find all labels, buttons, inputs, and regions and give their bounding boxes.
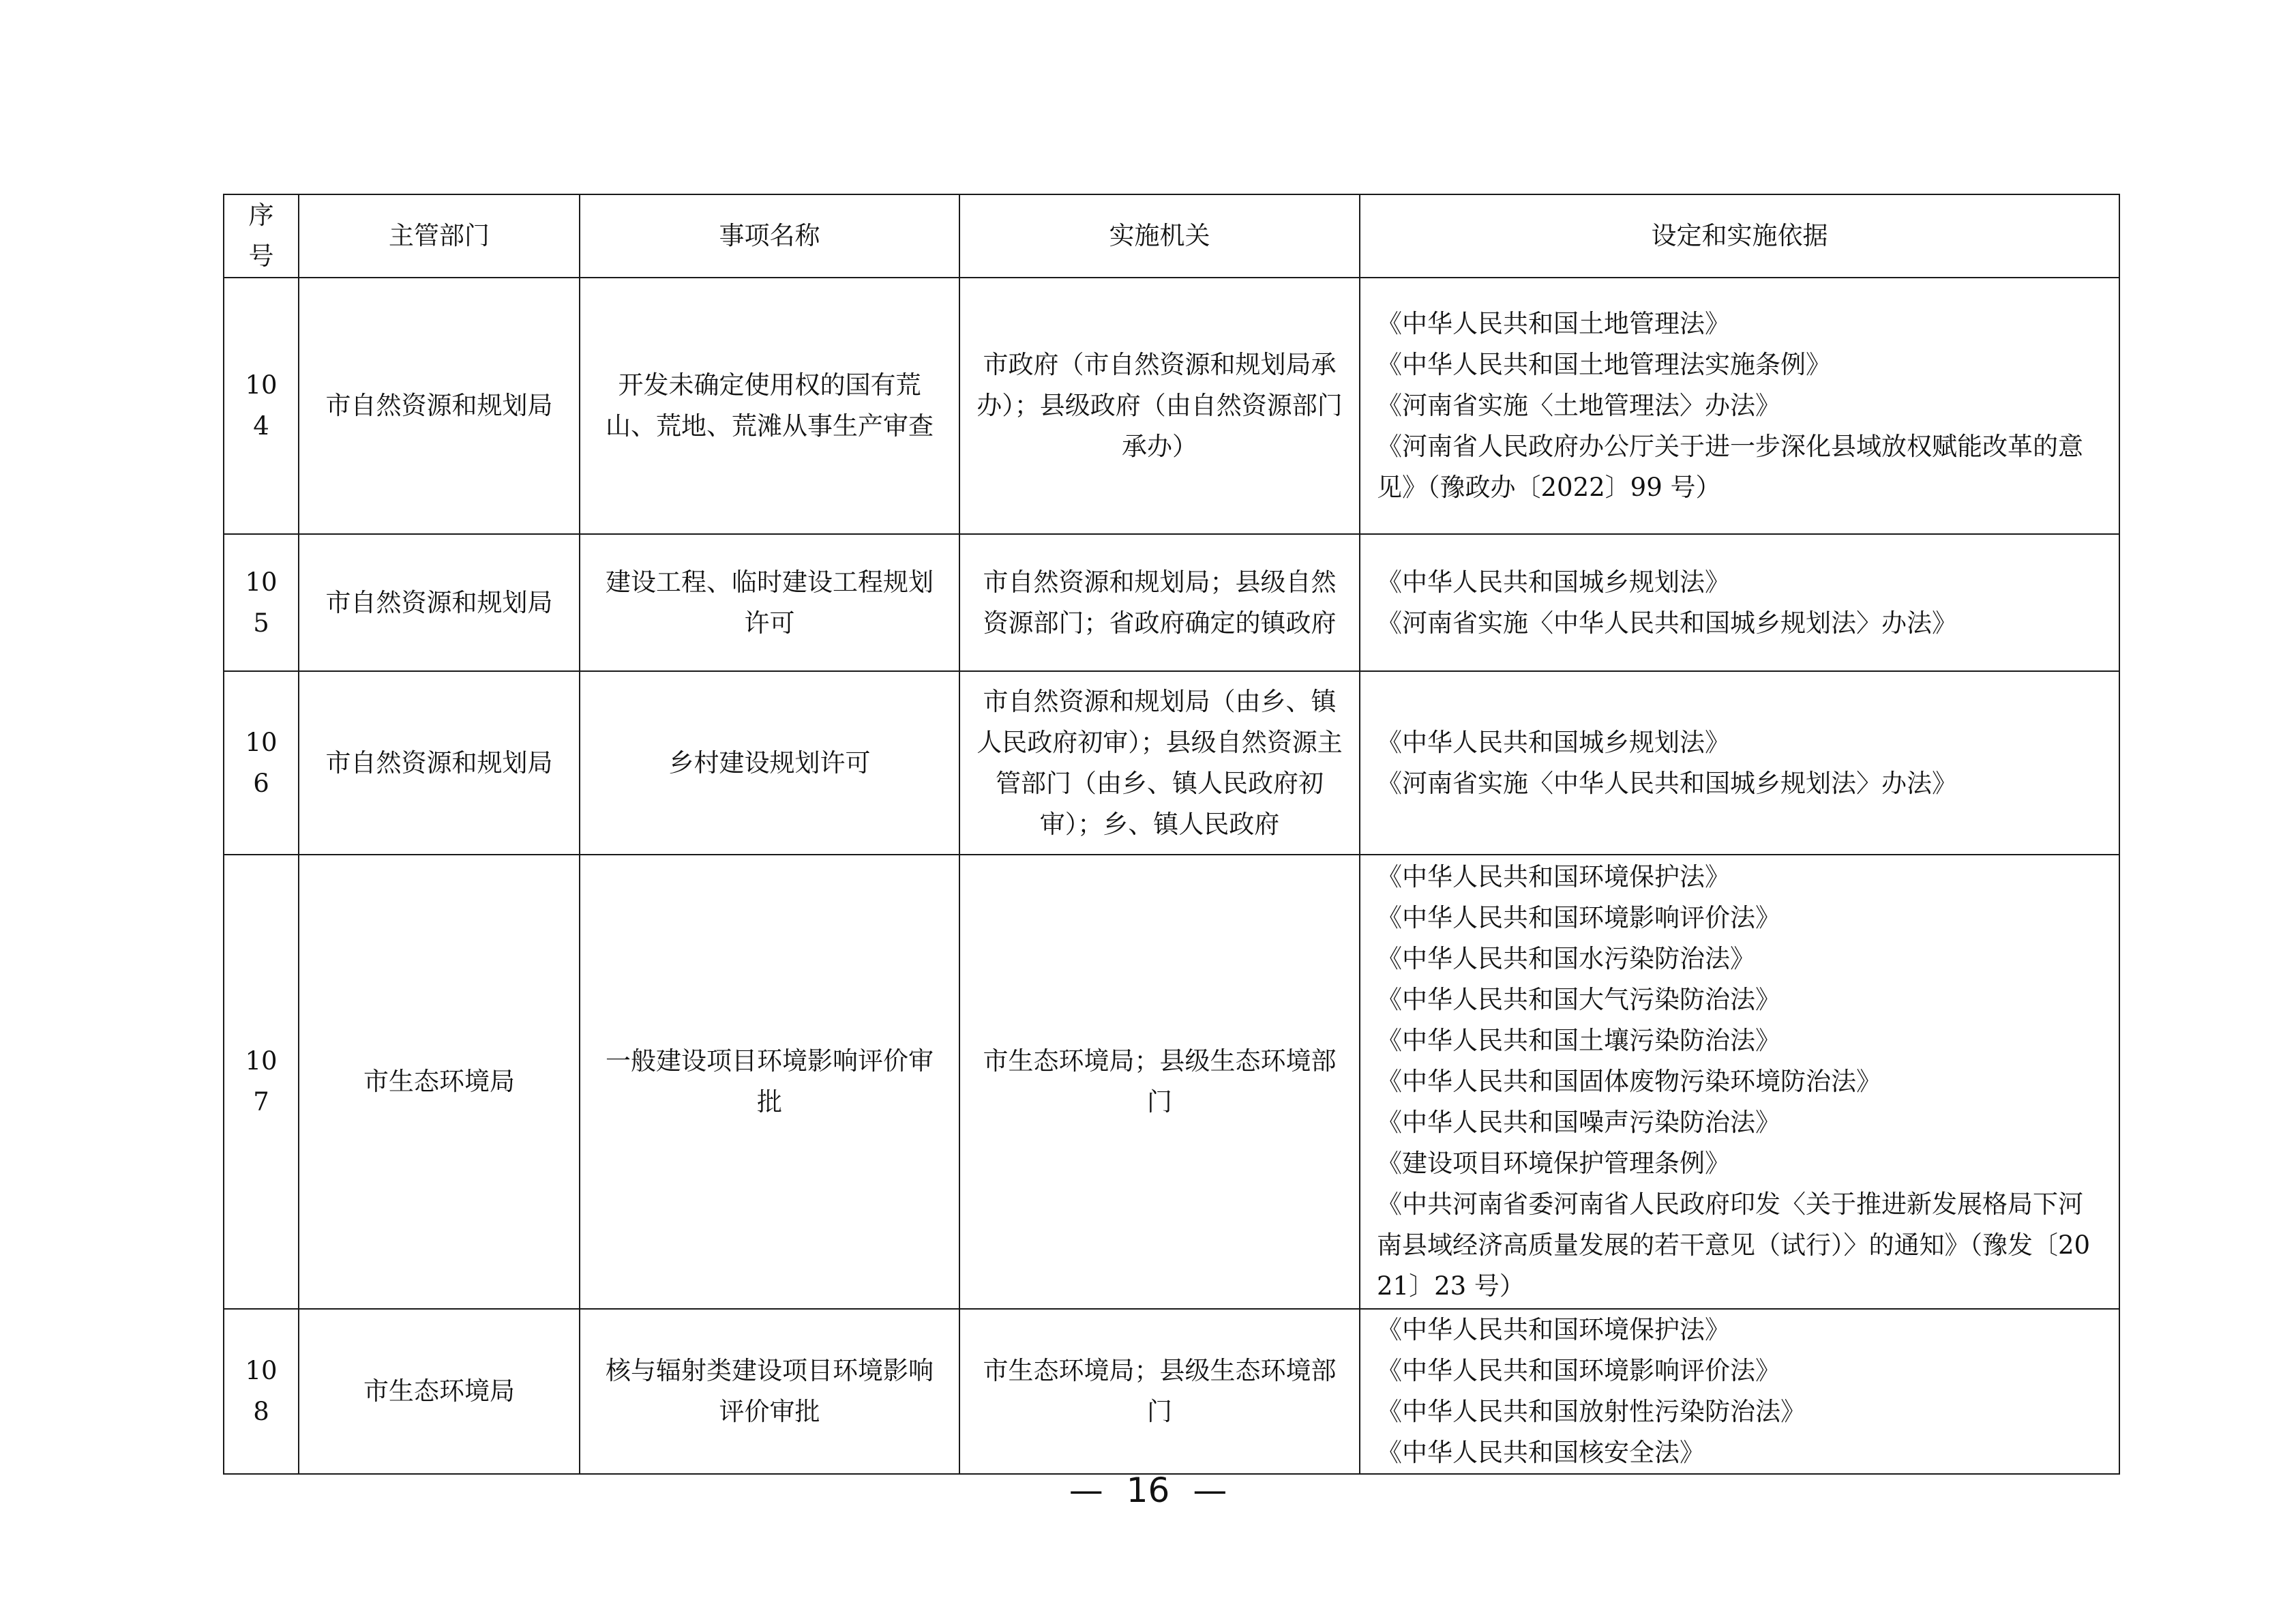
row-item-name: 乡村建设规划许可 (580, 671, 959, 855)
row-department: 市生态环境局 (299, 1309, 580, 1474)
basis-line: 《中华人民共和国噪声污染防治法》 (1377, 1108, 1780, 1137)
row-department: 市自然资源和规划局 (299, 534, 580, 671)
row-serial-number: 108 (224, 1309, 299, 1474)
basis-line: 《中华人民共和国环境保护法》 (1377, 1315, 1730, 1344)
basis-line: 《河南省实施〈中华人民共和国城乡规划法〉办法》 (1377, 768, 1957, 798)
basis-line: 《中华人民共和国城乡规划法》 (1377, 727, 1730, 757)
basis-line: 《中华人民共和国核安全法》 (1377, 1438, 1705, 1467)
basis-line: 《中华人民共和国水污染防治法》 (1377, 944, 1755, 973)
row-department: 市自然资源和规划局 (299, 278, 580, 534)
table-row (224, 671, 2119, 855)
header-department: 主管部门 (299, 194, 580, 278)
row-legal-basis (1360, 278, 2119, 534)
row-item-name: 核与辐射类建设项目环境影响评价审批 (580, 1309, 959, 1474)
row-legal-basis (1360, 534, 2119, 671)
row-implementing-agency: 市政府（市自然资源和规划局承办）；县级政府（由自然资源部门承办） (959, 278, 1360, 534)
row-serial-number: 106 (224, 671, 299, 855)
header-legal-basis: 设定和实施依据 (1360, 194, 2119, 278)
row-serial-number: 107 (224, 855, 299, 1309)
row-legal-basis (1360, 855, 2119, 1309)
footer-dash-right: — (1193, 1471, 1227, 1510)
basis-line: 《中华人民共和国土壤污染防治法》 (1377, 1026, 1780, 1055)
row-serial-number: 105 (224, 534, 299, 671)
basis-line: 《中华人民共和国环境影响评价法》 (1377, 903, 1780, 932)
basis-line: 《建设项目环境保护管理条例》 (1377, 1149, 1730, 1178)
row-implementing-agency: 市自然资源和规划局（由乡、镇人民政府初审）；县级自然资源主管部门（由乡、镇人民政府初审）；乡、镇人民政府 (959, 671, 1360, 855)
page-number: 16 (1126, 1471, 1170, 1510)
table-row (224, 278, 2119, 534)
basis-line: 《中共河南省委河南省人民政府印发〈关于推进新发展格局下河南县域经济高质量发展的若干意见（试行）〉的通知》（豫发〔2021〕23 号） (1377, 1190, 2091, 1301)
table-header-row (224, 194, 2119, 278)
header-item-name: 事项名称 (580, 194, 959, 278)
header-serial-number: 序号 (224, 194, 299, 278)
basis-line: 《中华人民共和国土地管理法实施条例》 (1377, 350, 1831, 379)
row-item-name: 开发未确定使用权的国有荒山、荒地、荒滩从事生产审查 (580, 278, 959, 534)
table-row (224, 534, 2119, 671)
basis-line: 《中华人民共和国放射性污染防治法》 (1377, 1397, 1806, 1426)
basis-line: 《中华人民共和国城乡规划法》 (1377, 567, 1730, 597)
basis-line: 《中华人民共和国环境保护法》 (1377, 862, 1730, 891)
matters-table (223, 194, 2120, 1475)
basis-line: 《河南省实施〈中华人民共和国城乡规划法〉办法》 (1377, 608, 1957, 638)
basis-line: 《河南省人民政府办公厅关于进一步深化县域放权赋能改革的意见》（豫政办〔2022〕99 号） (1377, 432, 2083, 502)
row-implementing-agency: 市自然资源和规划局；县级自然资源部门；省政府确定的镇政府 (959, 534, 1360, 671)
footer-dash-left: — (1069, 1471, 1103, 1510)
basis-line: 《中华人民共和国环境影响评价法》 (1377, 1356, 1780, 1385)
basis-line: 《中华人民共和国大气污染防治法》 (1377, 985, 1780, 1014)
table-row (224, 855, 2119, 1309)
header-implementing-agency: 实施机关 (959, 194, 1360, 278)
page-footer (0, 1466, 2296, 1514)
row-legal-basis (1360, 671, 2119, 855)
row-implementing-agency: 市生态环境局；县级生态环境部门 (959, 855, 1360, 1309)
row-item-name: 一般建设项目环境影响评价审批 (580, 855, 959, 1309)
row-serial-number: 104 (224, 278, 299, 534)
row-implementing-agency: 市生态环境局；县级生态环境部门 (959, 1309, 1360, 1474)
row-department: 市自然资源和规划局 (299, 671, 580, 855)
row-item-name: 建设工程、临时建设工程规划许可 (580, 534, 959, 671)
basis-line: 《中华人民共和国固体废物污染环境防治法》 (1377, 1067, 1881, 1096)
basis-line: 《河南省实施〈土地管理法〉办法》 (1377, 391, 1780, 420)
row-department: 市生态环境局 (299, 855, 580, 1309)
basis-line: 《中华人民共和国土地管理法》 (1377, 309, 1730, 338)
row-legal-basis (1360, 1309, 2119, 1474)
table-row (224, 1309, 2119, 1474)
